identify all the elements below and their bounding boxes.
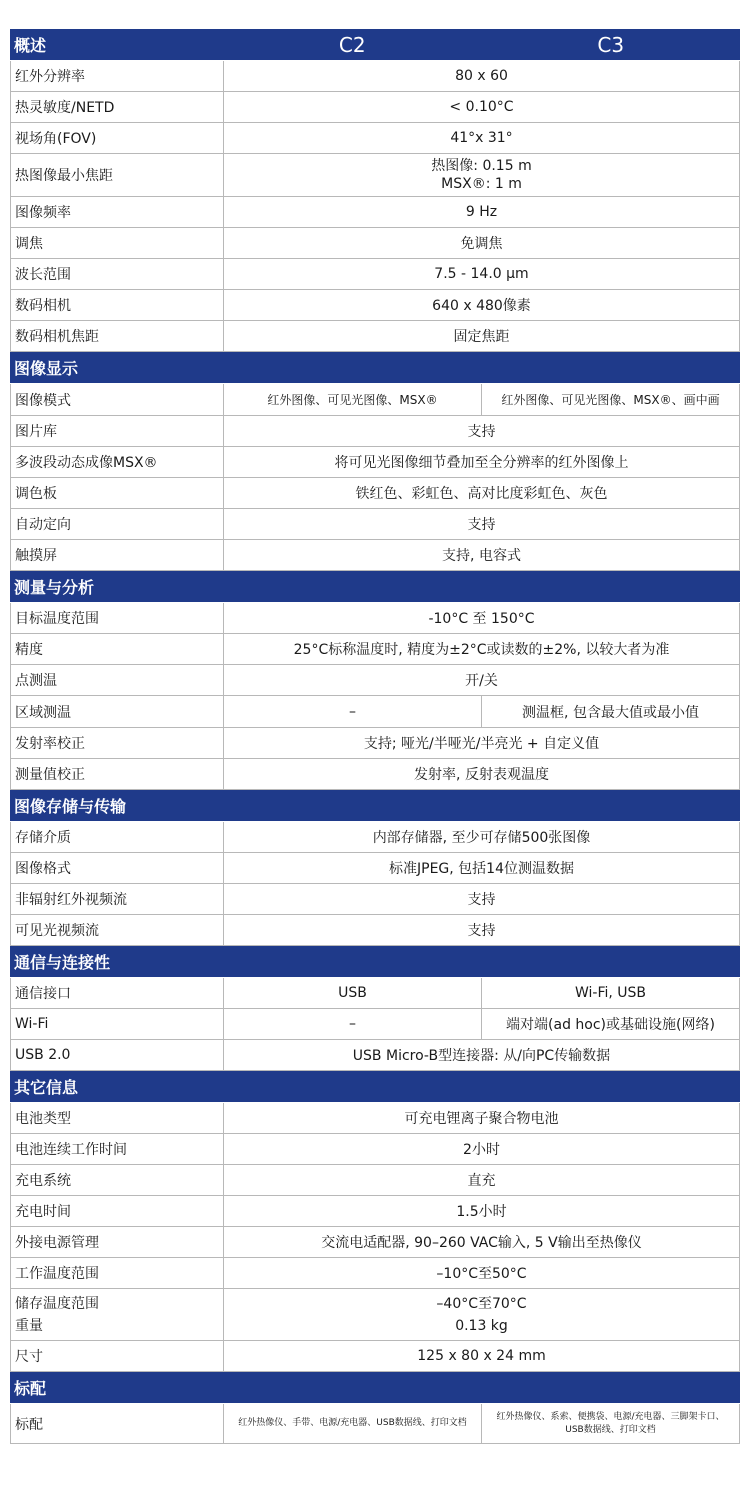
row-value-c2: 红外图像、可见光图像、MSX® bbox=[224, 384, 482, 415]
row-value-c3: 端对端(ad hoc)或基础设施(网络) bbox=[506, 1017, 715, 1033]
spec-row bbox=[10, 290, 740, 321]
row-label: 图像格式 bbox=[11, 853, 224, 883]
row-value: 直充 bbox=[467, 1173, 496, 1189]
row-value: 支持 bbox=[467, 892, 496, 908]
row-value: 9 Hz bbox=[465, 204, 498, 220]
row-value: 固定焦距 bbox=[453, 329, 510, 345]
row-value bbox=[224, 154, 739, 196]
row-value: 开/关 bbox=[465, 673, 498, 689]
row-label: 图像模式 bbox=[11, 384, 224, 415]
row-value: 640 x 480像素 bbox=[432, 298, 531, 314]
row-value bbox=[224, 1289, 739, 1340]
spec-row bbox=[10, 509, 740, 540]
row-label: 热图像最小焦距 bbox=[11, 154, 224, 196]
section-title: 测量与分析 bbox=[14, 578, 95, 597]
row-value: 发射率, 反射表观温度 bbox=[414, 767, 549, 783]
spec-row bbox=[10, 1404, 740, 1444]
row-value: USB Micro-B型连接器: 从/向PC传输数据 bbox=[352, 1048, 611, 1064]
row-value-c3: Wi-Fi, USB bbox=[574, 985, 647, 1001]
spec-row bbox=[10, 447, 740, 478]
row-label: 工作温度范围 bbox=[11, 1258, 224, 1288]
row-value-c3: 测温框, 包含最大值或最小值 bbox=[522, 704, 699, 721]
row-value-c2: – bbox=[224, 696, 482, 727]
row-value: 1.5小时 bbox=[456, 1204, 507, 1220]
section-title: 概述 bbox=[14, 36, 47, 55]
row-label: 存储介质 bbox=[11, 822, 224, 852]
row-label: 电池类型 bbox=[11, 1103, 224, 1133]
value-line: 热图像: 0.15 m bbox=[431, 158, 532, 174]
section-header-measurement bbox=[10, 571, 740, 603]
spec-row bbox=[10, 665, 740, 696]
row-value: 支持 bbox=[467, 923, 496, 939]
spec-row bbox=[10, 1341, 740, 1372]
row-value: 交流电适配器, 90–260 VAC输入, 5 V输出至热像仪 bbox=[321, 1235, 642, 1251]
row-label: 红外分辨率 bbox=[11, 61, 224, 91]
section-title: 其它信息 bbox=[14, 1078, 79, 1097]
row-label: 数码相机焦距 bbox=[11, 321, 224, 351]
spec-row bbox=[10, 1196, 740, 1227]
label-line: 重量 bbox=[15, 1317, 43, 1334]
row-label: 点测温 bbox=[11, 665, 224, 695]
column-header-c2: C2 bbox=[338, 32, 366, 57]
spec-row bbox=[10, 1134, 740, 1165]
row-value: 2小时 bbox=[463, 1142, 500, 1158]
row-label: 波长范围 bbox=[11, 259, 224, 289]
spec-table bbox=[10, 29, 740, 1444]
section-header-other bbox=[10, 1071, 740, 1103]
spec-row bbox=[10, 603, 740, 634]
row-value: 80 x 60 bbox=[455, 68, 508, 84]
value-line: MSX®: 1 m bbox=[441, 176, 522, 192]
spec-row bbox=[10, 1040, 740, 1071]
section-header-image-display bbox=[10, 352, 740, 384]
row-value: 铁红色、彩虹色、高对比度彩虹色、灰色 bbox=[355, 486, 608, 502]
spec-row bbox=[10, 1165, 740, 1196]
row-value: 标准JPEG, 包括14位测温数据 bbox=[389, 861, 574, 877]
row-value: -10°C 至 150°C bbox=[428, 611, 535, 627]
section-header-storage bbox=[10, 790, 740, 822]
row-label: 电池连续工作时间 bbox=[11, 1134, 224, 1164]
spec-row bbox=[10, 154, 740, 197]
spec-row bbox=[10, 92, 740, 123]
spec-row bbox=[10, 321, 740, 352]
row-value: 支持 bbox=[467, 424, 496, 440]
row-label: 图像频率 bbox=[11, 197, 224, 227]
row-label: 可见光视频流 bbox=[11, 915, 224, 945]
section-header-comms bbox=[10, 946, 740, 978]
row-label: 非辐射红外视频流 bbox=[11, 884, 224, 914]
spec-row bbox=[10, 228, 740, 259]
row-label: USB 2.0 bbox=[11, 1040, 224, 1070]
row-label: 测量值校正 bbox=[11, 759, 224, 789]
spec-row bbox=[10, 1009, 740, 1040]
row-value: 25°C标称温度时, 精度为±2°C或读数的±2%, 以较大者为准 bbox=[293, 642, 670, 658]
row-value: –10°C至50°C bbox=[436, 1266, 527, 1282]
row-label: 充电系统 bbox=[11, 1165, 224, 1195]
spec-row bbox=[10, 634, 740, 665]
value-line: USB数据线、打印文档 bbox=[565, 1424, 656, 1435]
column-header-c3: C3 bbox=[597, 32, 625, 57]
spec-row bbox=[10, 1289, 740, 1341]
row-value: 支持, 电容式 bbox=[442, 548, 521, 564]
spec-row bbox=[10, 822, 740, 853]
row-value: 免调焦 bbox=[460, 236, 503, 252]
section-title: 标配 bbox=[14, 1379, 47, 1398]
value-line: 红外热像仪、系索、便携袋、电源/充电器、三脚架卡口、 bbox=[496, 1411, 725, 1422]
spec-row bbox=[10, 853, 740, 884]
row-label: Wi-Fi bbox=[11, 1009, 224, 1039]
spec-row bbox=[10, 1227, 740, 1258]
section-title: 图像显示 bbox=[14, 359, 79, 378]
row-label: 数码相机 bbox=[11, 290, 224, 320]
row-value: 可充电锂离子聚合物电池 bbox=[404, 1111, 559, 1127]
row-value-c2: USB bbox=[224, 978, 482, 1008]
spec-row bbox=[10, 884, 740, 915]
spec-row bbox=[10, 728, 740, 759]
spec-row bbox=[10, 384, 740, 416]
spec-row bbox=[10, 1103, 740, 1134]
spec-row bbox=[10, 478, 740, 509]
row-value-c3: 红外图像、可见光图像、MSX®、画中画 bbox=[501, 393, 720, 407]
row-label: 区域测温 bbox=[11, 696, 224, 727]
row-label: 发射率校正 bbox=[11, 728, 224, 758]
section-title: 通信与连接性 bbox=[14, 953, 111, 972]
row-label: 视场角(FOV) bbox=[11, 123, 224, 153]
row-value: 支持 bbox=[467, 517, 496, 533]
row-label: 热灵敏度/NETD bbox=[11, 92, 224, 122]
row-value: 内部存储器, 至少可存储500张图像 bbox=[372, 830, 591, 846]
row-label: 多波段动态成像MSX® bbox=[11, 447, 224, 477]
section-header-overview bbox=[10, 29, 740, 61]
spec-row bbox=[10, 61, 740, 92]
row-value: 支持; 哑光/半哑光/半亮光 + 自定义值 bbox=[363, 736, 600, 752]
value-line: 0.13 kg bbox=[455, 1317, 508, 1334]
row-label: 充电时间 bbox=[11, 1196, 224, 1226]
row-value: 7.5 - 14.0 μm bbox=[434, 266, 529, 282]
value-line: –40°C至70°C bbox=[436, 1295, 527, 1312]
row-label: 外接电源管理 bbox=[11, 1227, 224, 1257]
row-value: 将可见光图像细节叠加至全分辨率的红外图像上 bbox=[334, 455, 629, 471]
spec-row bbox=[10, 123, 740, 154]
spec-row bbox=[10, 978, 740, 1009]
section-title: 图像存储与传输 bbox=[14, 797, 127, 816]
row-label: 调色板 bbox=[11, 478, 224, 508]
row-label: 目标温度范围 bbox=[11, 603, 224, 633]
row-label: 调焦 bbox=[11, 228, 224, 258]
label-line: 储存温度范围 bbox=[15, 1295, 99, 1312]
row-value-c2: 红外热像仪、手带、电源/充电器、USB数据线、打印文档 bbox=[224, 1404, 482, 1443]
row-label: 尺寸 bbox=[11, 1341, 224, 1371]
spec-row bbox=[10, 1258, 740, 1289]
spec-row bbox=[10, 416, 740, 447]
spec-row bbox=[10, 915, 740, 946]
row-label: 精度 bbox=[11, 634, 224, 664]
spec-row bbox=[10, 696, 740, 728]
spec-row bbox=[10, 540, 740, 571]
spec-row bbox=[10, 259, 740, 290]
row-label: 自动定向 bbox=[11, 509, 224, 539]
row-label: 图片库 bbox=[11, 416, 224, 446]
row-value: 125 x 80 x 24 mm bbox=[417, 1348, 546, 1364]
row-label: 通信接口 bbox=[11, 978, 224, 1008]
row-label bbox=[11, 1289, 224, 1340]
row-value-c3 bbox=[482, 1404, 739, 1443]
section-header-standard bbox=[10, 1372, 740, 1404]
spec-row bbox=[10, 759, 740, 790]
row-value: < 0.10°C bbox=[449, 99, 514, 115]
row-label: 触摸屏 bbox=[11, 540, 224, 570]
row-value: 41°x 31° bbox=[450, 130, 513, 146]
row-value-c2: – bbox=[224, 1009, 482, 1039]
spec-row bbox=[10, 197, 740, 228]
row-label: 标配 bbox=[11, 1404, 224, 1443]
